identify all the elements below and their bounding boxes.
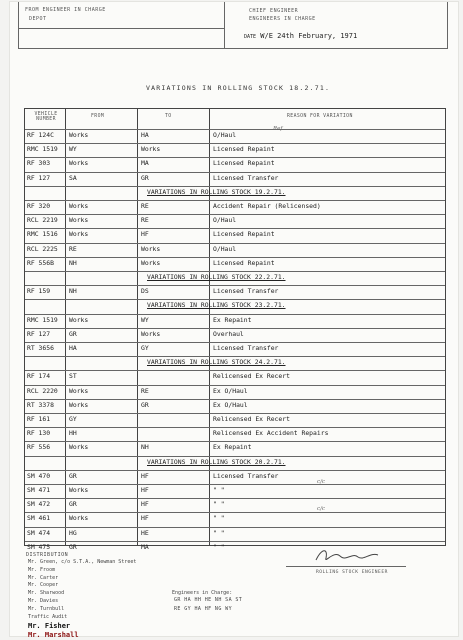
variations-table	[24, 108, 446, 551]
table-row	[25, 527, 445, 541]
from-depot: Works	[69, 159, 89, 168]
reason: Relicensed Ex Accident Repairs	[213, 429, 329, 438]
to-depot: NH	[141, 443, 149, 452]
vehicle-number: RF 556B	[27, 258, 54, 267]
table-row	[25, 228, 445, 242]
table-row	[25, 470, 445, 484]
engineers-label: Engineers in Charge:	[172, 590, 233, 596]
vehicle-number: RCL 2220	[27, 386, 58, 395]
from-depot: GR	[69, 471, 77, 480]
from-depot: GY	[69, 415, 77, 423]
distribution-bold-name: Mr. Fisher	[28, 622, 71, 630]
reason: Licensed Repaint	[213, 230, 275, 239]
table-row	[25, 498, 445, 512]
reason: Licensed Transfer	[213, 471, 279, 480]
to-depot: DS	[141, 287, 149, 296]
section-heading: VARIATIONS IN ROLLING STOCK 19.2.71.	[147, 187, 286, 196]
from-depot: Works	[69, 202, 89, 210]
to-depot: WY	[141, 315, 149, 324]
table-row	[25, 257, 445, 271]
vehicle-number: SM 475	[27, 542, 51, 551]
table-row	[25, 441, 445, 455]
reason: Licensed Repaint	[213, 258, 275, 267]
to-depot: MA	[141, 542, 149, 551]
header-divider	[19, 28, 224, 29]
handwritten-note: c/c	[317, 479, 326, 485]
to-depot: HF	[141, 471, 149, 480]
to-depot: Works	[141, 244, 161, 253]
vehicle-number: RF 130	[27, 429, 51, 438]
table-row	[25, 413, 445, 427]
reason: O/Haul	[213, 244, 237, 253]
table-row	[25, 314, 445, 328]
to-line2: ENGINEERS IN CHARGE	[249, 16, 316, 22]
from-depot: HA	[69, 344, 77, 352]
from-depot: ST	[69, 372, 77, 381]
distribution-name: Mr. Davies	[28, 598, 59, 604]
to-depot: GY	[141, 344, 149, 352]
distribution-red-name: Mr. Marshall	[28, 631, 79, 639]
reason: Ex Repaint	[213, 443, 252, 452]
vehicle-number: RF 124C	[27, 131, 54, 139]
table-row	[25, 370, 445, 384]
signature-title: ROLLING STOCK ENGINEER	[316, 570, 388, 575]
engineers-row2: RE GY HA HF NG WY	[174, 606, 232, 612]
from-depot: RE	[69, 244, 77, 253]
to-depot: Works	[141, 329, 161, 338]
to-depot: RE	[141, 216, 149, 225]
date-value: W/E 24th February, 1971	[260, 32, 358, 40]
vehicle-number: RF 161	[27, 415, 51, 423]
vehicle-number: RF 174	[27, 372, 51, 381]
from-depot: GR	[69, 542, 77, 551]
reason: " "	[213, 528, 225, 537]
to-depot: HF	[141, 514, 149, 523]
handwritten-ref: Ref.	[273, 126, 284, 132]
table-row	[25, 342, 445, 356]
vehicle-number: SM 472	[27, 500, 51, 509]
col-header-vehicle: VEHICLE NUMBER	[34, 112, 58, 122]
from-line2: DEPOT	[29, 16, 47, 22]
vehicle-number: SM 471	[27, 486, 51, 494]
from-depot: Works	[69, 216, 89, 225]
vehicle-number: RMC 1519	[27, 145, 58, 154]
vehicle-number: SM 474	[27, 528, 51, 537]
vehicle-number: RF 127	[27, 173, 51, 182]
distribution-name: Traffic Audit	[28, 613, 68, 620]
distribution-name: Mr. Turnbull	[28, 605, 65, 612]
section-heading: VARIATIONS IN ROLLING STOCK 20.2.71.	[147, 457, 286, 466]
reason: Overhaul	[213, 329, 244, 338]
col-header-from: FROM	[91, 114, 105, 119]
from-depot: Works	[69, 514, 89, 523]
distribution-name: Mr. Carter	[28, 574, 59, 581]
table-row	[25, 427, 445, 441]
vehicle-number: RF 303	[27, 159, 51, 168]
vehicle-number: RMC 1519	[27, 315, 58, 324]
from-depot: GR	[69, 500, 77, 509]
reason: Accident Repair (Relicensed)	[213, 202, 321, 210]
vehicle-number: RF 320	[27, 202, 51, 210]
reason: Licensed Repaint	[213, 145, 275, 154]
table-row	[25, 214, 445, 228]
distribution-label: DISTRIBUTION	[26, 552, 69, 558]
table-row	[25, 243, 445, 257]
header-divider	[224, 2, 225, 48]
to-depot: Works	[141, 145, 161, 154]
from-depot: NH	[69, 287, 77, 296]
distribution-name: Mr. Green, c/o S.T.A., Newman Street	[28, 559, 137, 565]
from-depot: Works	[69, 400, 89, 409]
section-heading: VARIATIONS IN ROLLING STOCK 23.2.71.	[147, 301, 286, 310]
vehicle-number: RF 556	[27, 443, 51, 452]
from-depot: HH	[69, 429, 77, 438]
reason: Ex O/Haul	[213, 400, 248, 409]
table-row	[25, 484, 445, 498]
from-depot: Works	[69, 386, 89, 395]
table-row	[25, 399, 445, 413]
section-heading-row	[25, 299, 445, 313]
to-depot: Works	[141, 258, 161, 267]
section-heading-row	[25, 356, 445, 370]
col-header-reason: REASON FOR VARIATION	[287, 114, 353, 119]
reason: Ex O/Haul	[213, 386, 248, 395]
reason: Licensed Transfer	[213, 173, 279, 182]
vehicle-number: RF 127	[27, 329, 51, 338]
from-depot: Works	[69, 315, 89, 324]
from-depot: GR	[69, 329, 77, 338]
table-row	[25, 172, 445, 186]
to-depot: RE	[141, 202, 149, 210]
engineers-row1: GR HA HH HE NH SA ST	[174, 597, 243, 603]
distribution-name: Mr. Froom	[28, 566, 56, 573]
distribution-name: Mr. Cooper	[28, 582, 59, 589]
vehicle-number: RCL 2225	[27, 244, 58, 253]
from-depot: HG	[69, 528, 77, 537]
table-row	[25, 512, 445, 526]
from-depot: WY	[69, 145, 77, 154]
reason: " "	[213, 542, 225, 551]
to-depot: HA	[141, 131, 149, 139]
reason: O/Haul	[213, 131, 237, 139]
vehicle-number: RCL 2219	[27, 216, 58, 225]
to-line1: CHIEF ENGINEER	[249, 8, 299, 14]
from-depot: Works	[69, 443, 89, 452]
page-title: VARIATIONS IN ROLLING STOCK 18.2.71.	[146, 84, 331, 92]
reason: " "	[213, 486, 225, 494]
reason: " "	[213, 500, 225, 509]
col-header-to: TO	[165, 114, 172, 119]
table-row	[25, 328, 445, 342]
vehicle-number: RT 3656	[27, 344, 54, 352]
from-depot: Works	[69, 230, 89, 239]
to-depot: GR	[141, 400, 149, 409]
to-depot: HF	[141, 500, 149, 509]
reason: " "	[213, 514, 225, 523]
section-heading: VARIATIONS IN ROLLING STOCK 24.2.71.	[147, 358, 286, 367]
table-row	[25, 129, 445, 143]
vehicle-number: RF 159	[27, 287, 51, 296]
table-row	[25, 157, 445, 171]
reason: Ex Repaint	[213, 315, 252, 324]
to-depot: RE	[141, 386, 149, 395]
from-depot: Works	[69, 486, 89, 494]
section-heading-row	[25, 271, 445, 285]
section-heading-row	[25, 456, 445, 470]
reason: Licensed Transfer	[213, 287, 279, 296]
table-row	[25, 143, 445, 157]
to-depot: MA	[141, 159, 149, 168]
vehicle-number: SM 470	[27, 471, 51, 480]
table-row	[25, 285, 445, 299]
section-heading-row	[25, 186, 445, 200]
to-depot: HF	[141, 486, 149, 494]
vehicle-number: SM 461	[27, 514, 51, 523]
handwritten-note: c/c	[317, 506, 326, 512]
signature-rule	[286, 566, 406, 567]
table-row	[25, 385, 445, 399]
table-row	[25, 200, 445, 214]
signature	[312, 546, 392, 566]
section-heading: VARIATIONS IN ROLLING STOCK 22.2.71.	[147, 273, 286, 281]
to-depot: HF	[141, 230, 149, 239]
from-depot: NH	[69, 258, 77, 267]
from-depot: SA	[69, 173, 77, 182]
from-line1: FROM ENGINEER IN CHARGE	[25, 7, 106, 13]
date-line	[244, 32, 357, 40]
distribution-name: Mr. Sharwood	[28, 590, 65, 597]
date-label: DATE	[244, 34, 257, 40]
memo-header	[18, 2, 448, 49]
reason: Licensed Transfer	[213, 344, 279, 352]
to-depot: HE	[141, 528, 149, 537]
from-depot: Works	[69, 131, 89, 139]
to-depot: GR	[141, 173, 149, 182]
reason: O/Haul	[213, 216, 237, 225]
reason: Relicensed Ex Recert	[213, 372, 290, 381]
reason: Licensed Repaint	[213, 159, 275, 168]
vehicle-number: RT 3378	[27, 400, 54, 409]
vehicle-number: RMC 1516	[27, 230, 58, 239]
reason: Relicensed Ex Recert	[213, 415, 290, 423]
